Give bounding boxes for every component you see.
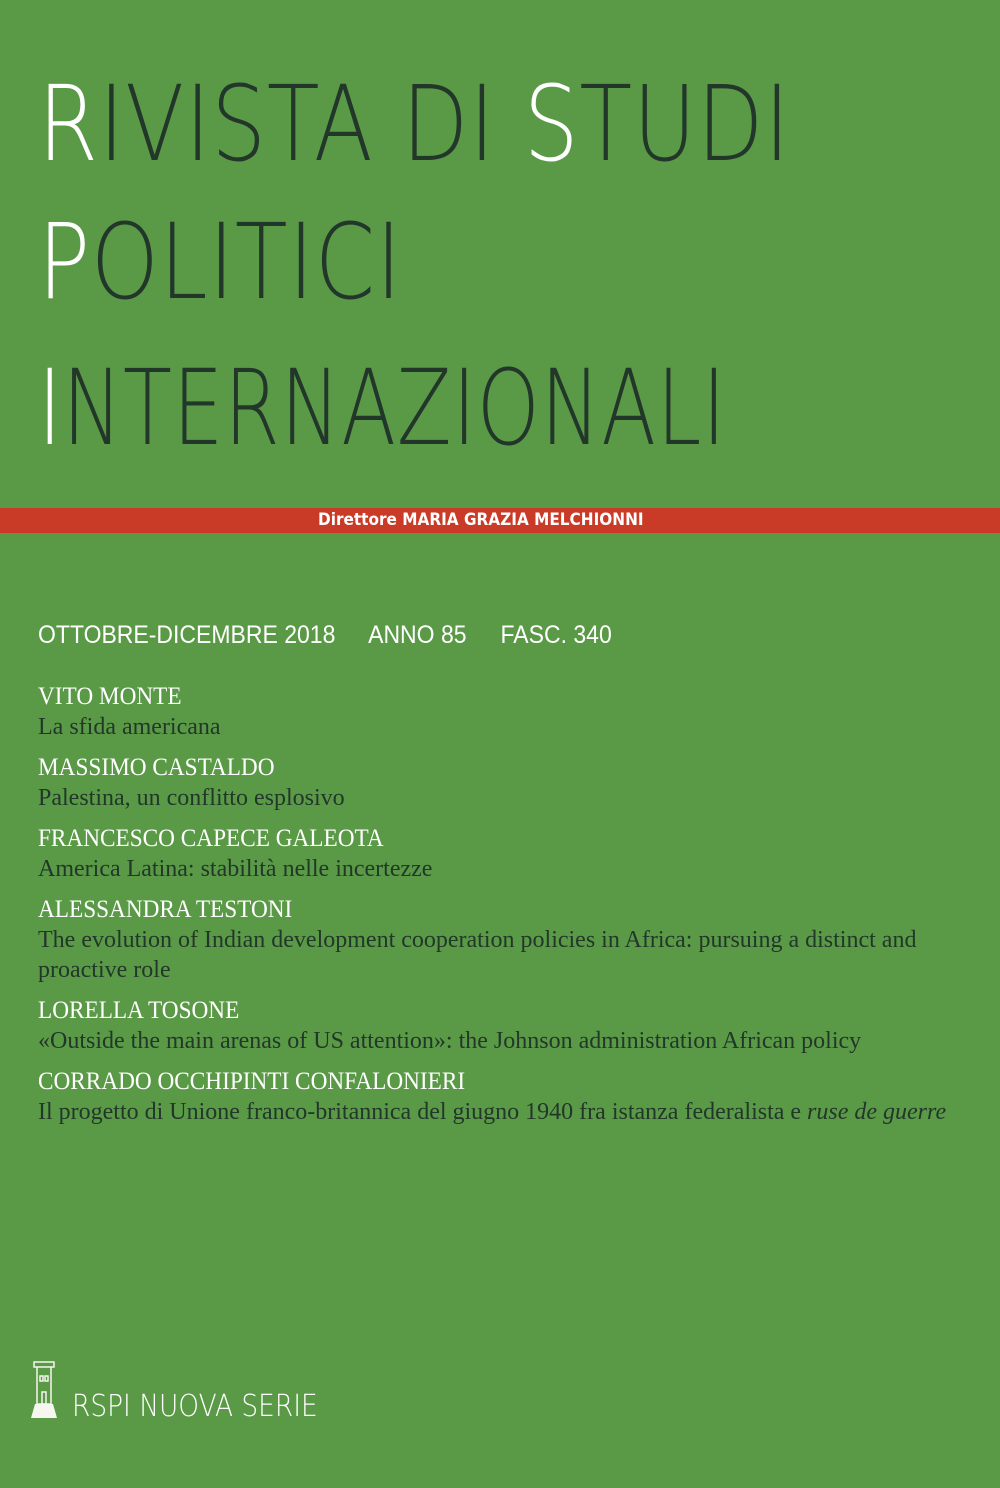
toc-entry <box>38 996 988 1056</box>
title-initial: S <box>523 63 580 185</box>
article-author: ALESSANDRA TESTONI <box>38 896 293 923</box>
issue-period: OTTOBRE-DICEMBRE 2018 <box>38 621 336 649</box>
toc-entry <box>38 824 988 884</box>
article-title: La sfida americana <box>38 714 221 740</box>
toc-entry <box>38 1067 988 1127</box>
article-title <box>38 1097 988 1127</box>
title-initial: R <box>38 63 99 185</box>
table-of-contents <box>38 682 988 1138</box>
toc-entry <box>38 895 988 985</box>
issue-number: FASC. 340 <box>500 621 612 649</box>
issue-year: ANNO 85 <box>368 621 467 649</box>
article-title: «Outside the main arenas of US attention»: the Johnson administration African policy <box>38 1028 862 1054</box>
title-initial: P <box>38 201 91 323</box>
title-text: TUDI <box>579 63 791 185</box>
title-text: NTERNAZIONALI <box>62 347 727 469</box>
toc-entry <box>38 753 988 813</box>
article-author: VITO MONTE <box>38 683 182 710</box>
tower-icon <box>30 1360 58 1420</box>
article-title: The evolution of Indian development cooperation policies in Africa: pursuing a distinct and proactive role <box>38 927 917 983</box>
director-credit <box>318 510 644 530</box>
article-title: America Latina: stabilità nelle incertezze <box>38 856 433 882</box>
article-author: FRANCESCO CAPECE GALEOTA <box>38 825 384 852</box>
director-label: Direttore <box>318 510 397 530</box>
article-title-text: Il progetto di Unione franco-britannica del giugno 1940 fra istanza federalista e <box>38 1099 808 1125</box>
title-text: IVISTA DI <box>98 63 524 185</box>
director-name: MARIA GRAZIA MELCHIONNI <box>402 510 644 530</box>
title-initial: I <box>38 347 63 469</box>
journal-title-line-1 <box>38 63 791 185</box>
journal-title-line-2 <box>38 201 403 323</box>
series-label: RSPI NUOVA SERIE <box>72 1389 318 1424</box>
issue-info <box>38 621 639 650</box>
article-author: CORRADO OCCHIPINTI CONFALONIERI <box>38 1068 466 1095</box>
title-text: OLITICI <box>90 201 403 323</box>
article-title-italic: ruse de guerre <box>807 1099 947 1125</box>
article-title: Palestina, un conflitto esplosivo <box>38 785 345 811</box>
article-author: MASSIMO CASTALDO <box>38 754 275 781</box>
toc-entry <box>38 682 988 742</box>
series-footer <box>30 1360 351 1424</box>
article-author: LORELLA TOSONE <box>38 997 240 1024</box>
journal-title-line-3 <box>38 347 727 469</box>
